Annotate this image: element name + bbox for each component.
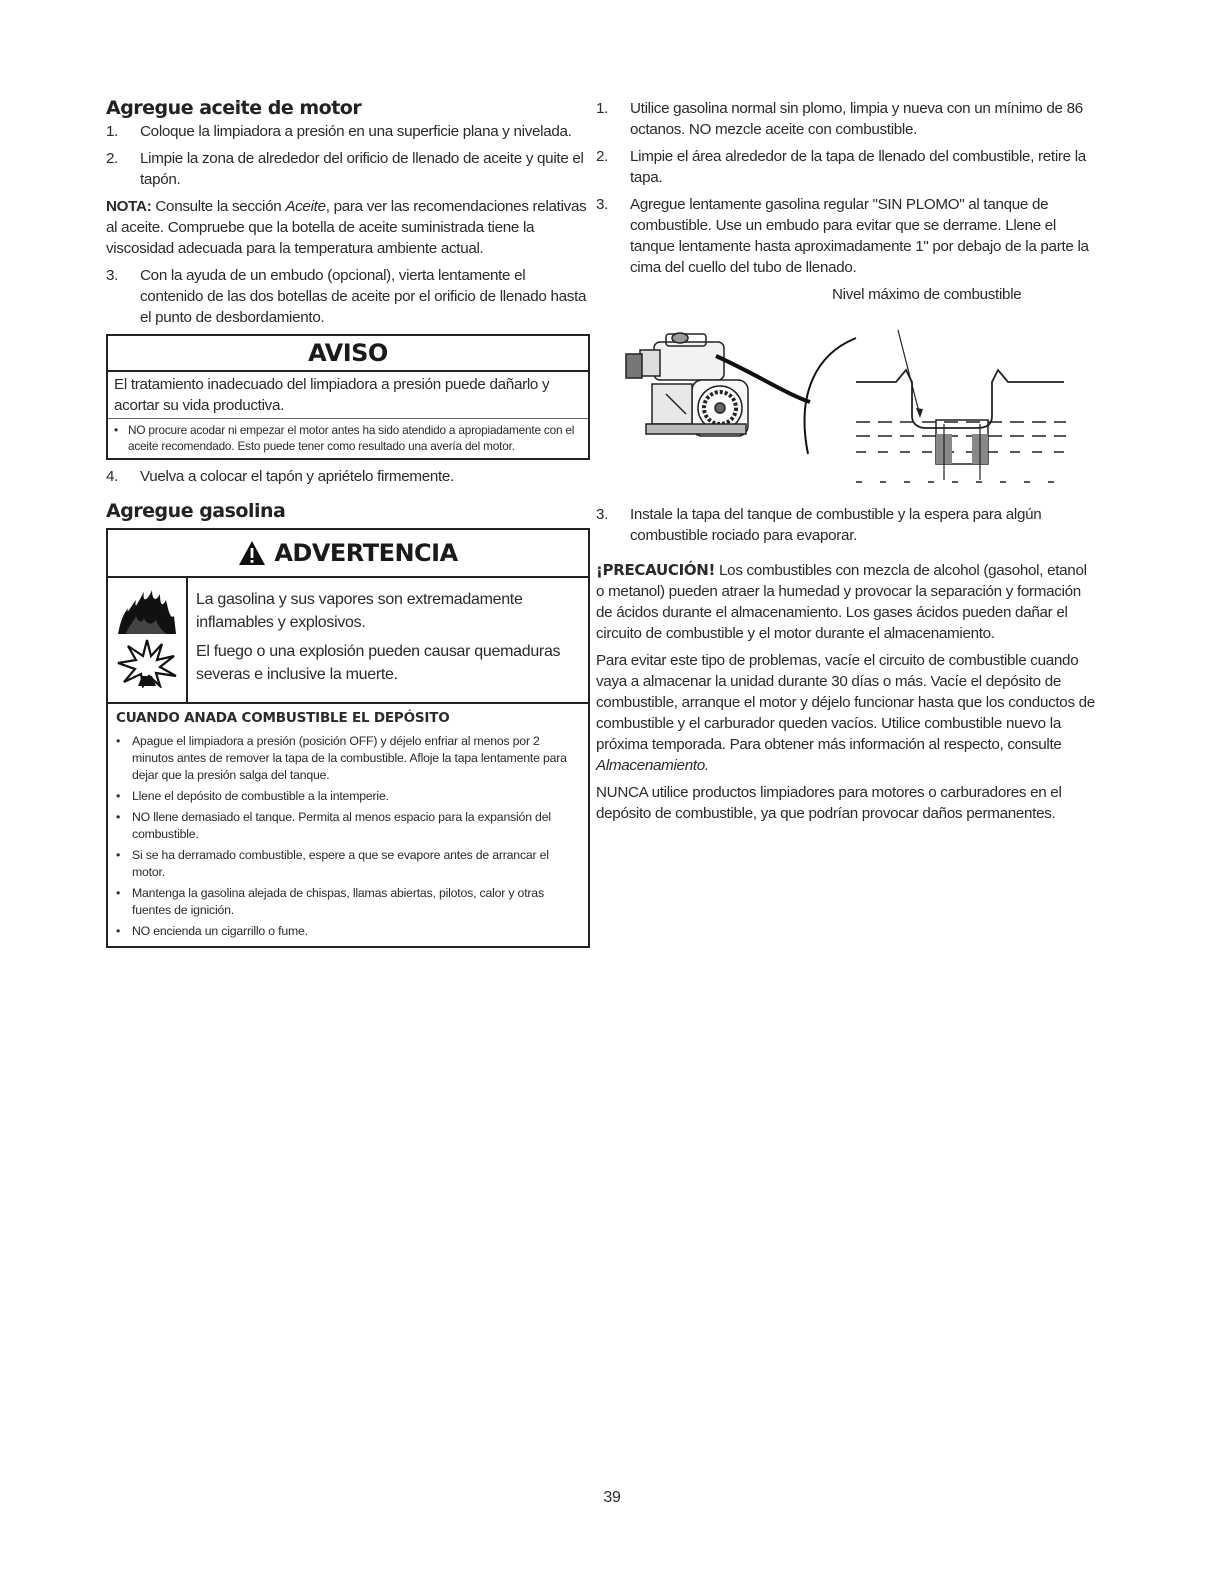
never-paragraph: NUNCA utilice productos limpiadores para motores o carburadores en el depósito de combustible, ya que podrían provocar daños permanentes. <box>596 784 1062 822</box>
advertencia-bullets <box>108 731 588 946</box>
oil-steps <box>106 121 590 190</box>
aviso-body: El tratamiento inadecuado del limpiadora a presión puede dañarlo y acortar su vida productiva. <box>114 376 550 414</box>
hazard-icons <box>108 578 188 702</box>
list-item: • Mantenga la gasolina alejada de chispas, llamas abiertas, pilotos, calor y otras fuentes de ignición. <box>116 886 544 917</box>
fuel-steps <box>596 98 1098 278</box>
aviso-title: AVISO <box>108 336 588 372</box>
page-number: 39 <box>603 1489 621 1506</box>
oil-step-4 <box>106 466 590 487</box>
list-item: 1. Coloque la limpiadora a presión en una superficie plana y nivelada. <box>106 123 572 140</box>
list-item: 3. Con la ayuda de un embudo (opcional), vierta lentamente el contenido de las dos botellas de aceite por el orificio de llenado hasta el punto de desbordamiento. <box>106 267 587 326</box>
advertencia-box <box>106 528 590 948</box>
list-item: 2. Limpie el área alrededor de la tapa de llenado del combustible, retire la tapa. <box>596 148 1086 186</box>
nota-paragraph: NOTA: Consulte la sección Aceite, para ver las recomendaciones relativas al aceite. Compruebe que la botella de aceite suministrada tiene la viscosidad adecuada para la temperatura ambiente actual. <box>106 198 587 257</box>
diagram-label: Nivel máximo de combustible <box>832 286 1022 303</box>
list-item: 3. Instale la tapa del tanque de combustible y la espera para algún combustible rociado para evaporar. <box>596 506 1042 544</box>
bullet-icon: • <box>114 423 118 437</box>
fire-icon <box>116 586 178 636</box>
advertencia-header <box>108 530 588 578</box>
oil-step-3 <box>106 265 590 328</box>
list-item: 2. Limpie la zona de alrededor del orificio de llenado de aceite y quite el tapón. <box>106 150 584 188</box>
advertencia-subtitle: CUANDO ANADA COMBUSTIBLE EL DEPÓSITO <box>116 710 450 726</box>
list-item: 1. Utilice gasolina normal sin plomo, limpia y nueva con un mínimo de 86 octanos. NO mezcle aceite con combustible. <box>596 100 1083 138</box>
list-item: 4. Vuelva a colocar el tapón y apriételo firmemente. <box>106 468 454 485</box>
list-item: • Apague el limpiadora a presión (posición OFF) y déjelo enfriar al menos por 2 minutos antes de remover la tapa de la combustible. Afloje la tapa lentamente para dejar que la presión salga del tanque. <box>116 734 567 782</box>
fuel-level-diagram <box>596 284 1098 494</box>
list-item: • NO llene demasiado el tanque. Permita al menos espacio para la expansión del combustible. <box>116 810 551 841</box>
list-item: • Llene el depósito de combustible a la intemperie. <box>116 789 389 803</box>
list-item: • NO procure acodar ni empezar el motor antes ha sido atendido a apropiadamente con el aceite recomendado. Esto puede tener como resultado una avería del motor. <box>114 423 575 453</box>
section-title-gas: Agregue gasolina <box>106 500 286 522</box>
hazard-text: La gasolina y sus vapores son extremadamente inflamables y explosivos. El fuego o una explosión pueden causar quemaduras severas e inclusive la muerte. <box>196 591 561 683</box>
aviso-bullets <box>108 418 588 458</box>
left-column <box>106 98 590 954</box>
fuel-step-3b <box>596 504 1098 546</box>
storage-paragraph: Para evitar este tipo de problemas, vacíe el circuito de combustible cuando vaya a almacenar la unidad durante 30 días o más. Vacíe el depósito de combustible, arranque el motor y déjelo funcionar hasta que los conductos de combustible y el carburador queden vacíos. Utilice combustible nuevo la próxima temporada. Para obtener más información al respecto, consulte Almacenamiento. <box>596 652 1095 774</box>
engine-icon <box>626 333 748 436</box>
list-item: • Si se ha derramado combustible, espere a que se evapore antes de arrancar el motor. <box>116 848 549 879</box>
section-title-oil: Agregue aceite de motor <box>106 97 362 119</box>
list-item: • NO encienda un cigarrillo o fume. <box>116 924 308 938</box>
explosion-icon <box>116 636 178 688</box>
advertencia-hazards <box>108 578 588 704</box>
list-item: 3. Agregue lentamente gasolina regular "SIN PLOMO" al tanque de combustible. Use un embudo para evitar que se derrame. Llene el tanque lentamente hasta aproximadamente 1" por debajo de la parte la cima del cuello del tubo de llenado. <box>596 196 1089 276</box>
right-column <box>596 98 1098 830</box>
precaucion-paragraph: ¡PRECAUCIÓN! Los combustibles con mezcla de alcohol (gasohol, etanol o metanol) pueden atraer la humedad y provocar la separación y formación de ácidos durante el almacenamiento. Los gases ácidos pueden dañar el circuito de combustible y el motor durante el almacenamiento. <box>596 561 1087 642</box>
aviso-box <box>106 334 590 460</box>
advertencia-title: ADVERTENCIA <box>274 539 458 567</box>
warning-triangle-icon <box>238 540 266 566</box>
engine-tank-illustration <box>596 284 1098 494</box>
